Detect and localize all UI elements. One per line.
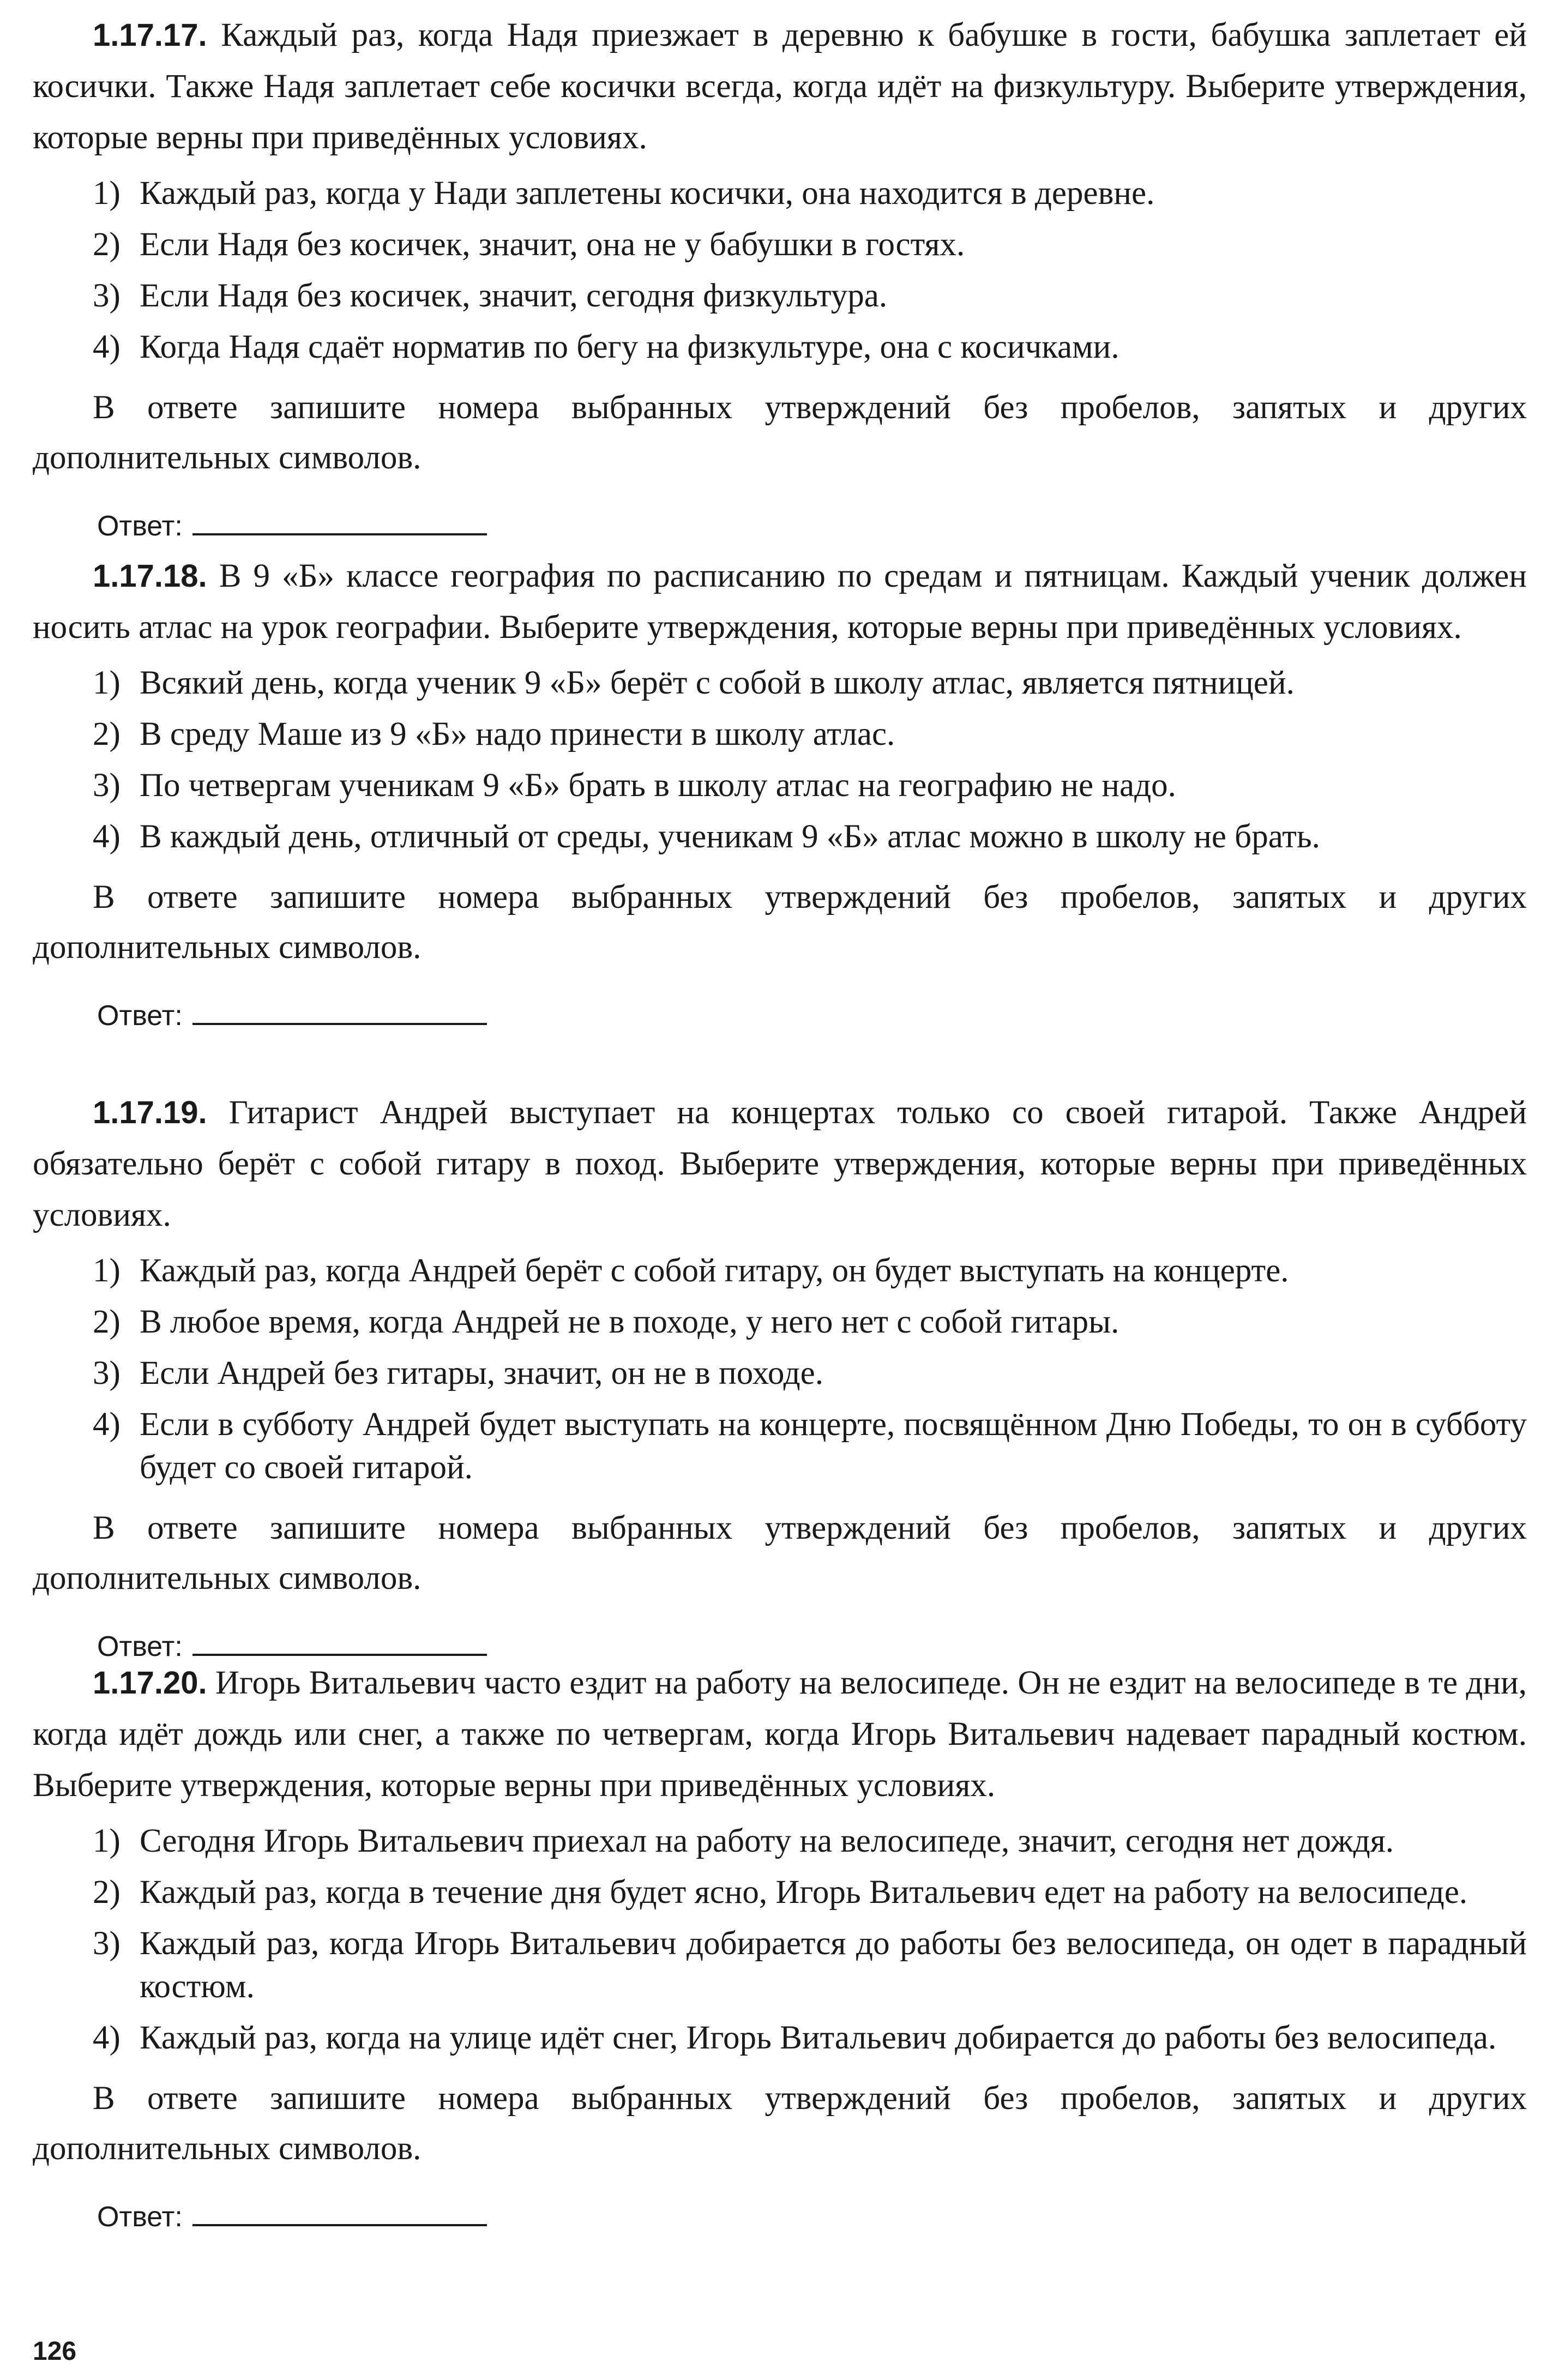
problem-text: Гитарист Андрей выступает на концертах только со своей гитарой. Также Андрей обязательно берёт с собой гитару в поход. Выберите утверждения, которые верны при приведённых условиях. [33,1094,1527,1233]
option-text: Каждый раз, когда у Нади заплетены косички, она находится в деревне. [140,175,1155,212]
option-number: 3) [93,1925,121,1962]
option-number: 2) [93,1304,121,1340]
option-number: 2) [93,226,121,263]
option-number: 3) [93,278,121,314]
option-item [33,172,1527,215]
problem-number: 1.17.18. [93,558,207,594]
answer-instruction: В ответе запишите номера выбранных утверждений без пробелов, запятых и других дополнительных символов. [33,879,1527,966]
options-list [33,661,1527,858]
problem-1-17-20 [33,1658,1527,2238]
option-number: 4) [93,1406,121,1443]
option-item [33,1352,1527,1395]
option-item [33,1922,1527,2008]
problem-text: Игорь Витальевич часто ездит на работу на велосипеде. Он не ездит на велосипеде в те дни, когда идёт дождь или снег, а также по четвергам, когда Игорь Витальевич надевает парадный костюм. Выберите утверждения, которые верны при приведённых условиях. [33,1665,1527,1804]
option-text: Каждый раз, когда Игорь Витальевич добирается до работы без велосипеда, он одет в парадный костюм. [140,1925,1527,2005]
option-number: 3) [93,1355,121,1391]
problem-stem [33,1087,1527,1241]
option-item [33,1819,1527,1863]
problem-stem [33,10,1527,164]
option-number: 2) [93,1874,121,1911]
problem-number: 1.17.20. [93,1665,207,1701]
option-number: 1) [93,1823,121,1859]
problem-1-17-18 [33,551,1527,1037]
option-item [33,326,1527,369]
option-text: Каждый раз, когда Андрей берёт с собой гитару, он будет выступать на концерте. [140,1252,1289,1289]
option-item [33,2016,1527,2059]
option-number: 4) [93,818,121,855]
option-text: Каждый раз, когда на улице идёт снег, Игорь Витальевич добирается до работы без велосипеда. [140,2020,1497,2056]
option-text: Если Андрей без гитары, значит, он не в походе. [140,1355,823,1391]
answer-instruction: В ответе запишите номера выбранных утверждений без пробелов, запятых и других дополнительных символов. [33,1510,1527,1596]
option-item [33,764,1527,807]
options-list [33,1249,1527,1489]
answer-blank[interactable] [192,501,487,535]
option-text: Если в субботу Андрей будет выступать на концерте, посвящённом Дню Победы, то он в субботу будет со своей гитарой. [140,1406,1527,1486]
option-item [33,1871,1527,1914]
option-text: По четвергам ученикам 9 «Б» брать в школу атлас на географию не надо. [140,767,1176,804]
option-number: 4) [93,2020,121,2056]
answer-label: Ответ: [97,510,183,542]
options-list [33,172,1527,369]
option-item [33,713,1527,756]
options-list [33,1819,1527,2059]
option-text: Каждый раз, когда в течение дня будет ясно, Игорь Витальевич едет на работу на велосипеде. [140,1874,1468,1911]
option-text: В среду Маше из 9 «Б» надо принести в школу атлас. [140,716,895,752]
problem-stem [33,1658,1527,1811]
problem-1-17-19 [33,1087,1527,1668]
answer-line [33,2191,1527,2238]
option-number: 1) [93,1252,121,1289]
option-text: Если Надя без косичек, значит, она не у бабушки в гостях. [140,226,965,263]
answer-label: Ответ: [97,1000,183,1032]
problem-text: Каждый раз, когда Надя приезжает в деревню к бабушке в гости, бабушка заплетает ей косички. Также Надя заплетает себе косички всегда, когда идёт на физкультуру. Выберите утверждения, которые верны при приведённых условиях. [33,17,1527,156]
option-text: Всякий день, когда ученик 9 «Б» берёт с собой в школу атлас, является пятницей. [140,665,1295,701]
option-text: Если Надя без косичек, значит, сегодня физкультура. [140,278,888,314]
problem-number: 1.17.17. [93,17,207,53]
answer-blank[interactable] [192,2191,487,2226]
answer-line [33,501,1527,547]
answer-label: Ответ: [97,2201,183,2233]
option-text: Когда Надя сдаёт норматив по бегу на физкультуре, она с косичками. [140,329,1119,365]
option-number: 4) [93,329,121,365]
answer-label: Ответ: [97,1631,183,1662]
problem-number: 1.17.19. [93,1095,207,1130]
answer-line [33,990,1527,1037]
option-item [33,815,1527,858]
option-item [33,1403,1527,1489]
option-item [33,661,1527,704]
answer-blank[interactable] [192,990,487,1025]
option-item [33,1249,1527,1292]
page-number: 126 [33,2337,77,2366]
problem-1-17-17 [33,10,1527,547]
problem-stem [33,551,1527,653]
option-text: Сегодня Игорь Витальевич приехал на работу на велосипеде, значит, сегодня нет дождя. [140,1823,1394,1859]
option-number: 2) [93,716,121,752]
problem-text: В 9 «Б» классе география по расписанию по средам и пятницам. Каждый ученик должен носить атлас на урок географии. Выберите утверждения, которые верны при приведённых условиях. [33,558,1527,646]
option-text: В любое время, когда Андрей не в походе, у него нет с собой гитары. [140,1304,1119,1340]
answer-instruction: В ответе запишите номера выбранных утверждений без пробелов, запятых и других дополнительных символов. [33,2080,1527,2167]
option-item [33,1300,1527,1343]
answer-instruction: В ответе запишите номера выбранных утверждений без пробелов, запятых и других дополнительных символов. [33,389,1527,476]
option-number: 1) [93,175,121,212]
option-number: 3) [93,767,121,804]
option-item [33,223,1527,266]
option-text: В каждый день, отличный от среды, ученикам 9 «Б» атлас можно в школу не брать. [140,818,1320,855]
option-item [33,274,1527,317]
option-number: 1) [93,665,121,701]
answer-blank[interactable] [192,1621,487,1656]
